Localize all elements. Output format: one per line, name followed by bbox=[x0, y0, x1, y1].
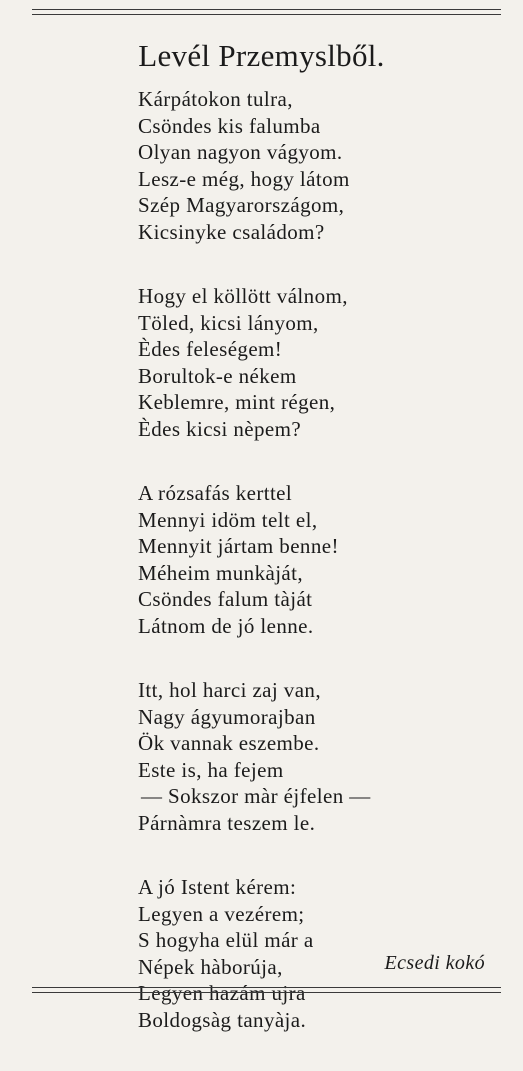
poem-line: Párnàmra teszem le. bbox=[138, 810, 316, 835]
author-signature: Ecsedi kokó bbox=[384, 952, 485, 974]
poem-line: Ök vannak eszembe. bbox=[138, 731, 320, 755]
poem-line: Mennyi idöm telt el, bbox=[138, 507, 318, 532]
stanza-4 bbox=[138, 677, 508, 836]
poem-line: Csöndes falum tàját bbox=[138, 587, 313, 611]
poem-line: S hogyha elül már a bbox=[138, 928, 314, 952]
poem-line: Olyan nagyon vágyom. bbox=[138, 140, 343, 164]
poem-line: Mennyit jártam benne! bbox=[138, 534, 339, 558]
poem-line: Kicsinyke családom? bbox=[138, 219, 325, 244]
poem-line: Itt, hol harci zaj van, bbox=[138, 678, 321, 702]
top-rule bbox=[32, 9, 501, 10]
poem-line: Èdes feleségem! bbox=[138, 337, 283, 361]
poem-line: A rózsafás kerttel bbox=[138, 481, 293, 505]
poem-line: Este is, ha fejem bbox=[138, 757, 284, 782]
poem-line: — Sokszor màr éjfelen — bbox=[141, 784, 371, 808]
stanza-2 bbox=[138, 283, 508, 442]
poem-line: Kárpátokon tulra, bbox=[138, 87, 293, 111]
bottom-rule-inner bbox=[32, 992, 501, 993]
stanza-1 bbox=[138, 86, 508, 245]
poem-line: Borultok-e nékem bbox=[138, 363, 297, 388]
poem-line: Szép Magyarországom, bbox=[138, 193, 345, 217]
poem-line: Csöndes kis falumba bbox=[138, 113, 321, 138]
poem-line: Látnom de jó lenne. bbox=[138, 613, 314, 638]
poem-line: Keblemre, mint régen, bbox=[138, 390, 336, 414]
poem-line: Hogy el köllött válnom, bbox=[138, 284, 348, 308]
poem-line: Méheim munkàját, bbox=[138, 560, 304, 585]
poem-line: Legyen hazám ujra bbox=[138, 981, 306, 1005]
poem-line: Töled, kicsi lányom, bbox=[138, 310, 319, 335]
poem-line: A jó Istent kérem: bbox=[138, 875, 297, 899]
poem-line: Lesz-e még, hogy látom bbox=[138, 166, 350, 191]
poem-title: Levél Przemyslből. bbox=[138, 38, 385, 73]
poem-body bbox=[138, 86, 508, 1071]
top-rule-inner bbox=[32, 14, 501, 15]
poem-line: Legyen a vezérem; bbox=[138, 901, 305, 926]
poem-line: Èdes kicsi nèpem? bbox=[138, 416, 302, 441]
poem-line: Nagy ágyumorajban bbox=[138, 704, 316, 729]
poem-line: Boldogsàg tanyàja. bbox=[138, 1007, 307, 1032]
poem-line: Népek hàborúja, bbox=[138, 954, 283, 979]
stanza-3 bbox=[138, 480, 508, 639]
bottom-rule bbox=[32, 987, 501, 988]
